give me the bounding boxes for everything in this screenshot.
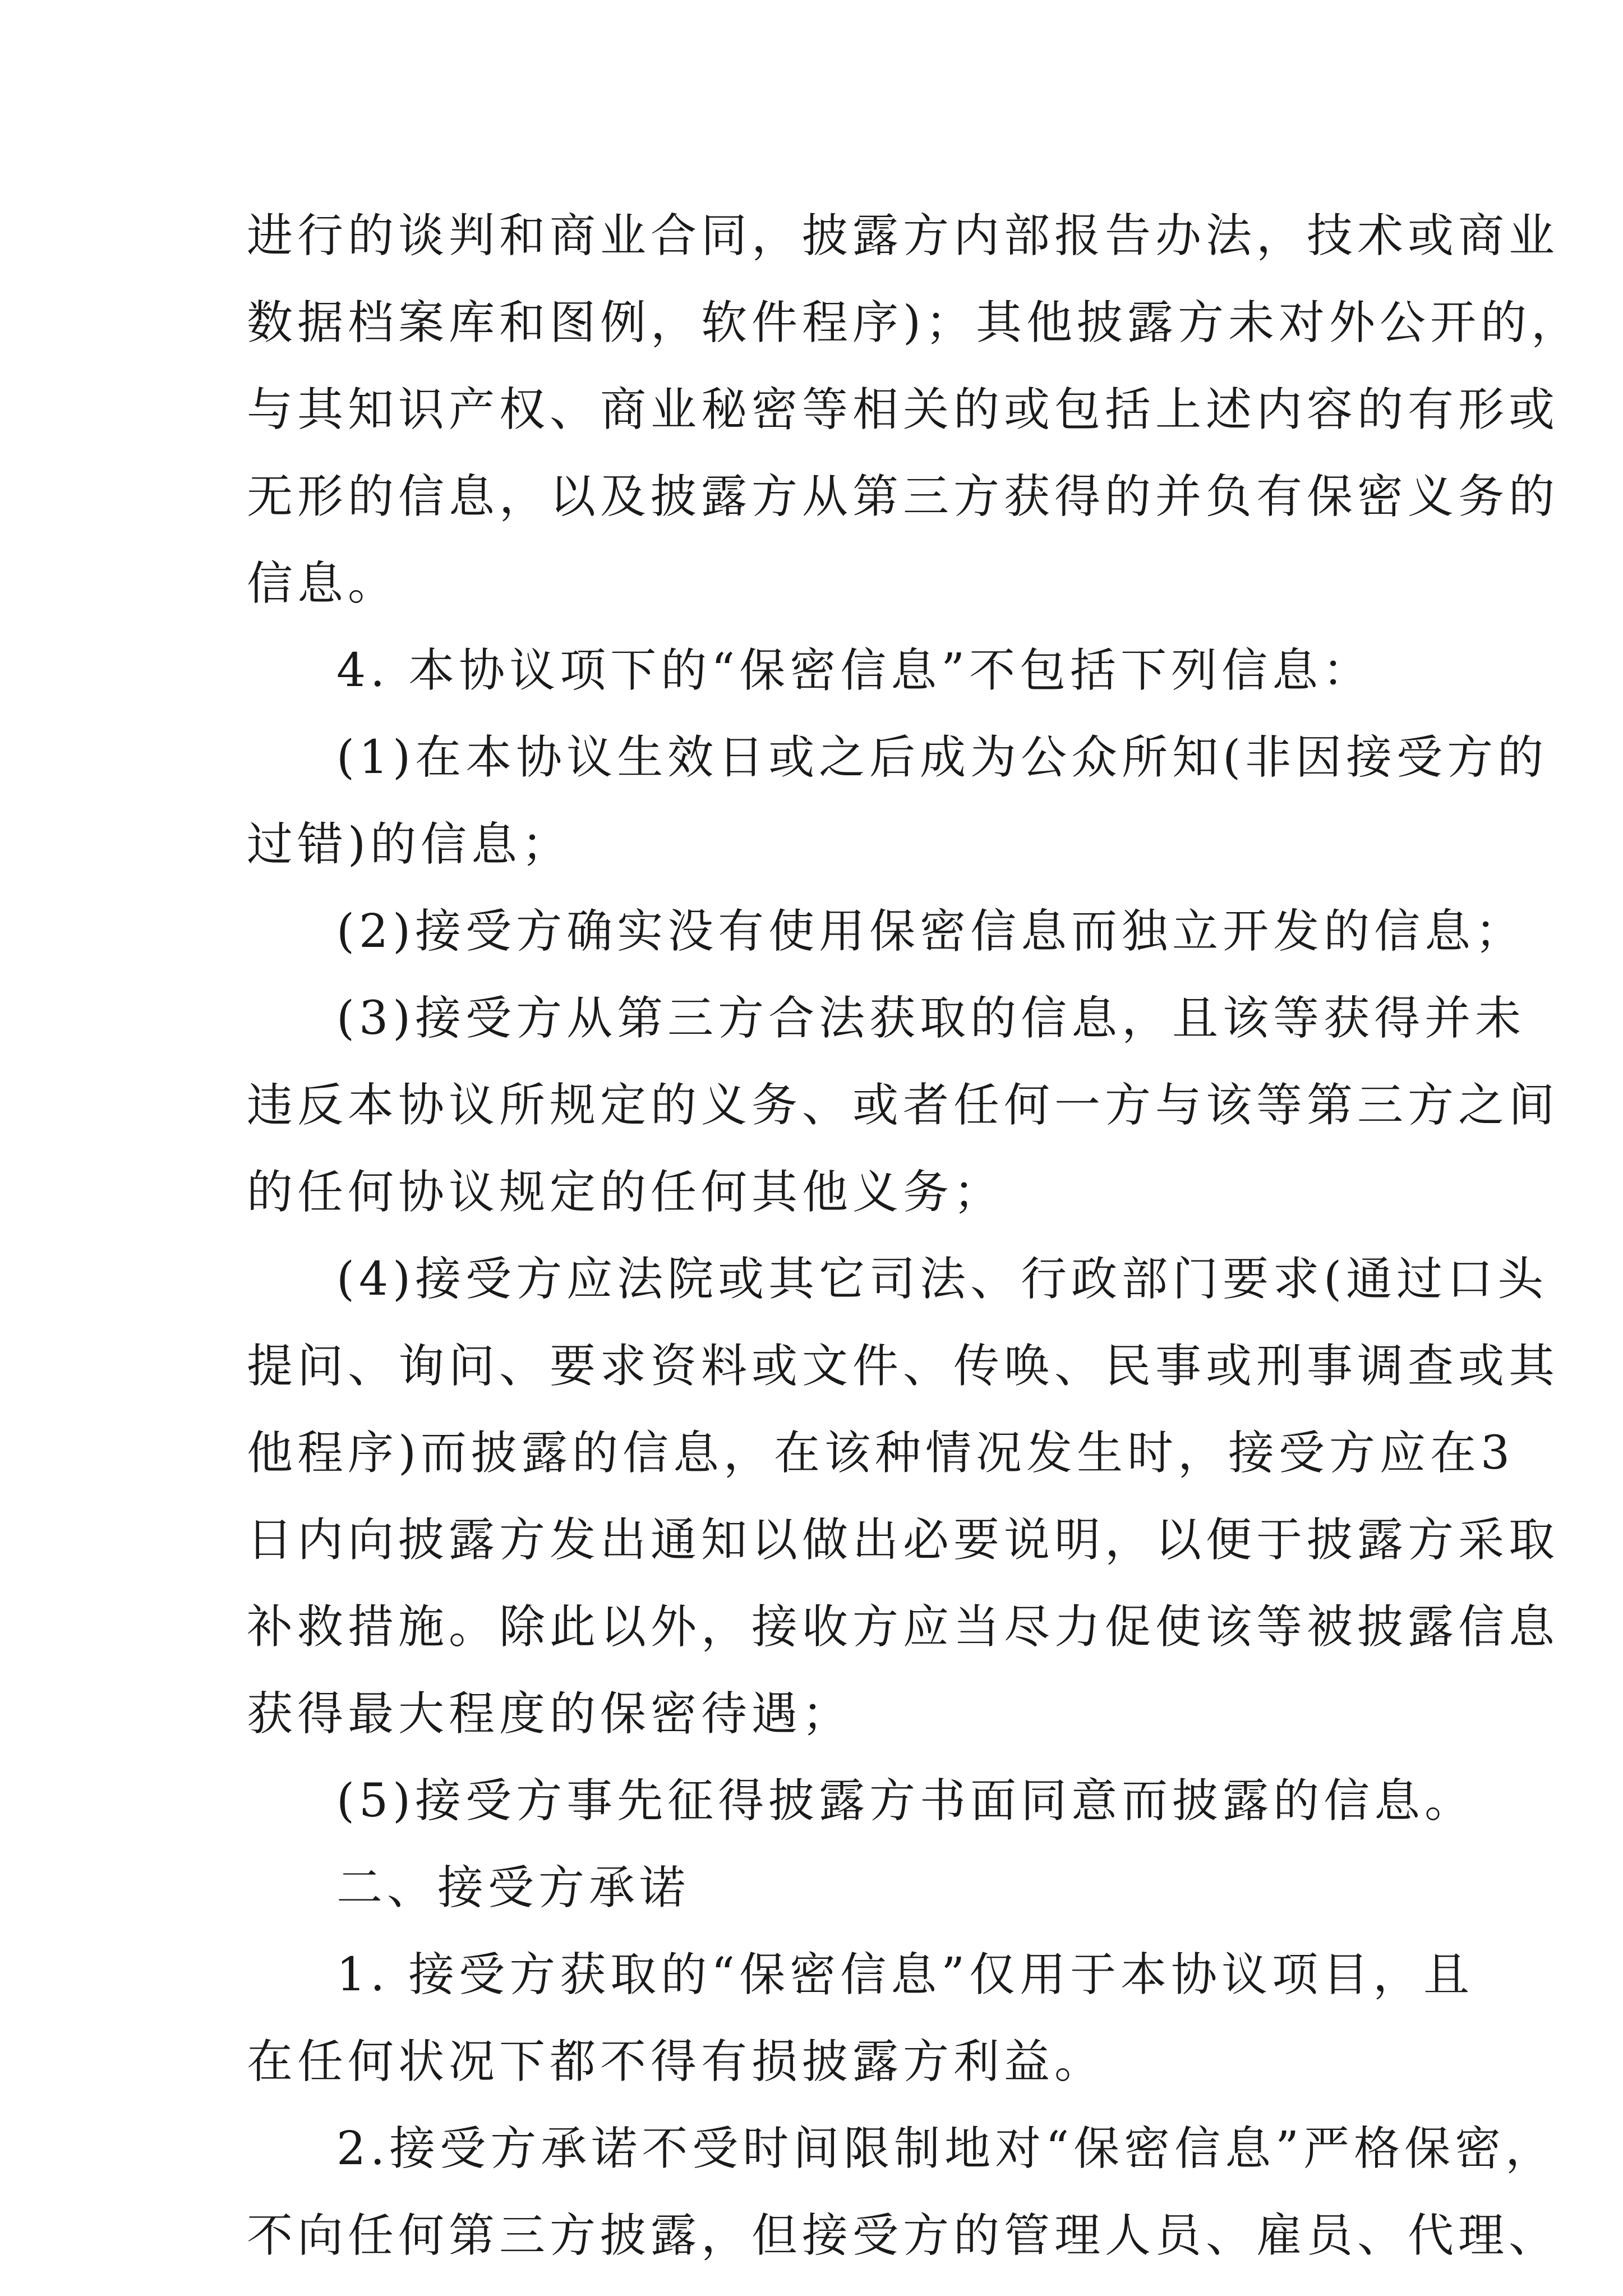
list-item-line: (2)接受方确实没有使用保密信息而独立开发的信息； (336, 905, 1526, 958)
section-heading: 二、接受方承诺 (336, 1861, 690, 1915)
list-item-line: (5)接受方事先征得披露方书面同意而披露的信息。 (336, 1774, 1476, 1828)
clause-heading: 4. 本协议项下的“保密信息”不包括下列信息： (336, 644, 1373, 697)
paragraph-line: 数据档案库和图例，软件程序)；其他披露方未对外公开的， (247, 296, 1581, 349)
paragraph-line: 信息。 (247, 557, 399, 610)
list-item-line: 他程序)而披露的信息，在该种情况发生时，接受方应在3 (247, 1427, 1515, 1480)
list-item-line: 日内向披露方发出通知以做出必要说明，以便于披露方采取 (247, 1513, 1560, 1567)
list-item-line: 补救措施。除此以外，接收方应当尽力促使该等被披露信息 (247, 1600, 1560, 1654)
paragraph-line: 在任何状况下都不得有损披露方利益。 (247, 2035, 1105, 2088)
list-item-line: (4)接受方应法院或其它司法、行政部门要求(通过口头 (336, 1253, 1548, 1306)
paragraph-line: 1. 接受方获取的“保密信息”仅用于本协议项目，且 (336, 1948, 1474, 2001)
list-item-line: 违反本协议所规定的义务、或者任何一方与该等第三方之间 (247, 1079, 1560, 1132)
paragraph-line: 与其知识产权、商业秘密等相关的或包括上述内容的有形或 (247, 383, 1560, 436)
paragraph-line: 无形的信息，以及披露方从第三方获得的并负有保密义务的 (247, 470, 1560, 523)
list-item-line: 的任何协议规定的任何其他义务； (247, 1166, 1004, 1219)
list-item-line: 过错)的信息； (247, 818, 572, 871)
list-item-line: (1)在本协议生效日或之后成为公众所知(非因接受方的 (336, 731, 1548, 784)
paragraph-line: 进行的谈判和商业合同，披露方内部报告办法，技术或商业 (247, 209, 1560, 263)
paragraph-line: 2.接受方承诺不受时间限制地对“保密信息”严格保密， (336, 2122, 1556, 2175)
paragraph-line: 不向任何第三方披露，但接受方的管理人员、雇员、代理、 (247, 2209, 1560, 2262)
list-item-line: (3)接受方从第三方合法获取的信息，且该等获得并未 (336, 992, 1526, 1045)
list-item-line: 提问、询问、要求资料或文件、传唤、民事或刑事调查或其 (247, 1340, 1560, 1393)
list-item-line: 获得最大程度的保密待遇； (247, 1687, 853, 1741)
